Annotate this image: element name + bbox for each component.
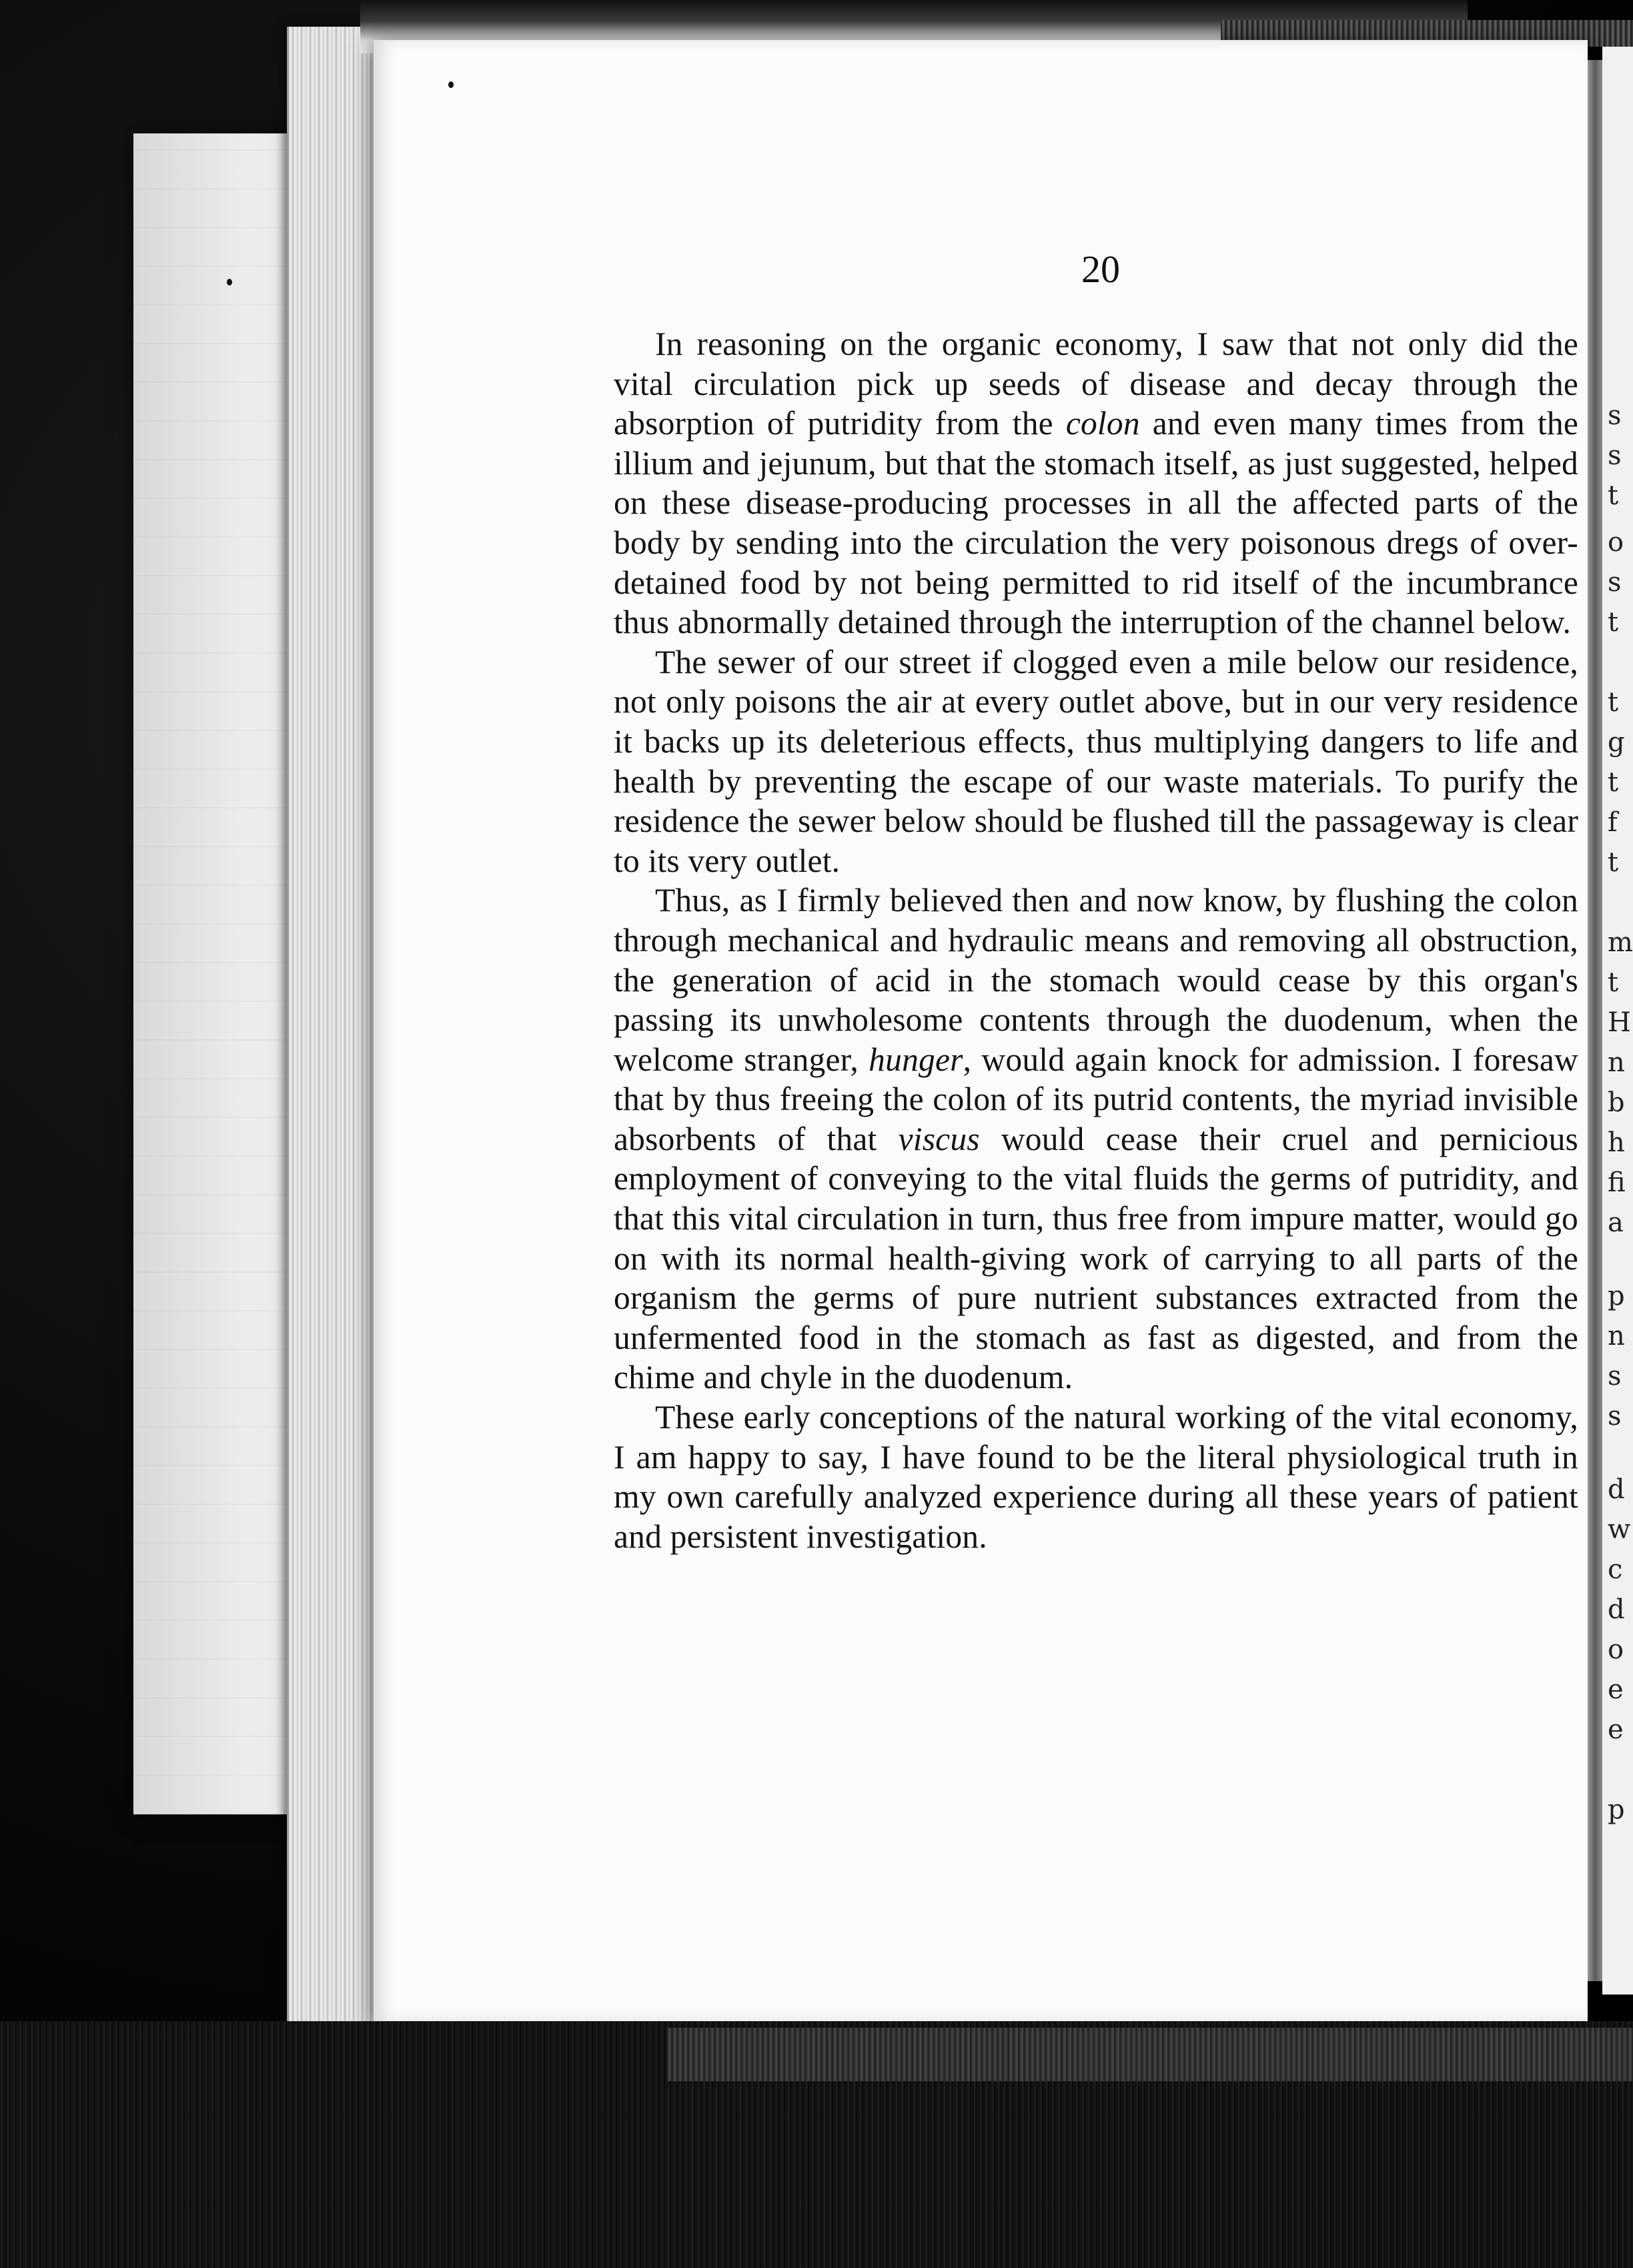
facing-page-fragment: fi xyxy=(1608,1167,1626,1198)
speck-mark xyxy=(227,279,232,286)
facing-page-fragment: t xyxy=(1608,687,1619,718)
facing-page-fragment: s xyxy=(1608,1401,1622,1432)
facing-page-fragment: n xyxy=(1608,1047,1625,1078)
facing-page-fragment: h xyxy=(1608,1127,1625,1158)
text-segment: and even many times from the illium and jejunum, but that the stomach itself, as just suggested, helped on these disease-producing processes in all the affected parts of the body by sending into the circulation the very poisonous dregs of over-detained food by not being permitted to rid itself of the incumbrance thus abnormally detained through the interruption of the channel below. xyxy=(614,405,1578,641)
text-segment: The sewer of our street if clogged even a mile below our residence, not only poisons the air at every outlet above, but in our very residence it backs up its deleterious effects, thus multiplying dangers to life and health by preventing the escape of our waste materials. To purify the residence the sewer below should be flushed till the passageway is clear to its very outlet. xyxy=(614,643,1578,879)
page-body-text xyxy=(614,324,1578,1556)
facing-page-fragment: n xyxy=(1608,1321,1625,1351)
facing-page-fragment: t xyxy=(1608,767,1619,798)
facing-page-edge xyxy=(1602,47,1633,1995)
facing-page-fragment: s xyxy=(1608,567,1622,598)
facing-page-fragment: p xyxy=(1608,1281,1625,1311)
facing-page-fragment: t xyxy=(1608,480,1619,511)
facing-page-fragment: p xyxy=(1608,1794,1625,1825)
facing-page-fragment: e xyxy=(1608,1714,1624,1745)
facing-page-fragment: s xyxy=(1608,1361,1622,1391)
paragraph xyxy=(614,642,1578,881)
binding-cloth-band xyxy=(667,2028,1633,2081)
book-gutter xyxy=(1588,60,1602,1981)
facing-page-fragment: s xyxy=(1608,440,1622,471)
text-segment: Thus, as I firmly believed then and now know, by flushing the colon through mechanical and hydraulic means and removing all obstruction, the generation of acid in the stomach would cease by this organ's passing its unwholesome contents through the duodenum, when the welcome stranger, xyxy=(614,882,1578,1078)
italic-term: viscus xyxy=(898,1120,980,1157)
italic-term: hunger xyxy=(869,1041,963,1078)
facing-page-fragment: e xyxy=(1608,1674,1624,1705)
facing-page-fragment: w xyxy=(1608,1514,1631,1545)
facing-page-fragment: d xyxy=(1608,1474,1625,1505)
facing-page-fragment: t xyxy=(1608,607,1619,638)
facing-page-fragment: o xyxy=(1608,1634,1624,1665)
paragraph xyxy=(614,324,1578,642)
facing-page-fragment: s xyxy=(1608,400,1622,431)
text-segment: would cease their cruel and pernicious employment of conveying to the vital fluids the germs of putridity, and that this vital circulation in turn, thus free from impure matter, would go on with its normal health-giving work of carrying to all parts of the organism the germs of pure nutrient substances extracted from the unfermented food in the stomach as fast as digested, and from the chime and chyle in the duodenum. xyxy=(614,1120,1579,1396)
text-segment: These early conceptions of the natural working of the vital economy, I am happy to say, I have found to be the literal physiological truth in my own carefully analyzed experience during all these years of patient and persistent investigation. xyxy=(614,1399,1578,1555)
facing-page-fragment: d xyxy=(1608,1594,1625,1625)
facing-page-fragment: b xyxy=(1608,1087,1625,1118)
paragraph xyxy=(614,881,1578,1397)
facing-page-fragment: f xyxy=(1608,807,1618,838)
facing-page-fragment: H xyxy=(1608,1007,1631,1038)
text-segment: , would again knock for admission. I foresaw that by thus freeing the colon of its putrid contents, the myriad invisible absorbents of that xyxy=(614,1041,1578,1157)
page-number: 20 xyxy=(1081,247,1120,291)
facing-page-fragment: m xyxy=(1608,927,1633,958)
facing-page-fragment: t xyxy=(1608,967,1619,998)
speck-mark xyxy=(448,81,454,88)
facing-page-fragment: t xyxy=(1608,847,1619,878)
italic-term: colon xyxy=(1065,405,1140,442)
facing-page-fragment: a xyxy=(1608,1207,1624,1238)
facing-page-fragment: g xyxy=(1608,727,1625,758)
facing-page-fragment: c xyxy=(1608,1554,1623,1585)
paragraph xyxy=(614,1397,1578,1556)
text-segment: In reasoning on the organic economy, I saw that not only did the vital circulation pick up seeds of disease and decay through the absorption of putridity from the xyxy=(614,326,1578,442)
facing-page-fragment: o xyxy=(1608,527,1624,558)
